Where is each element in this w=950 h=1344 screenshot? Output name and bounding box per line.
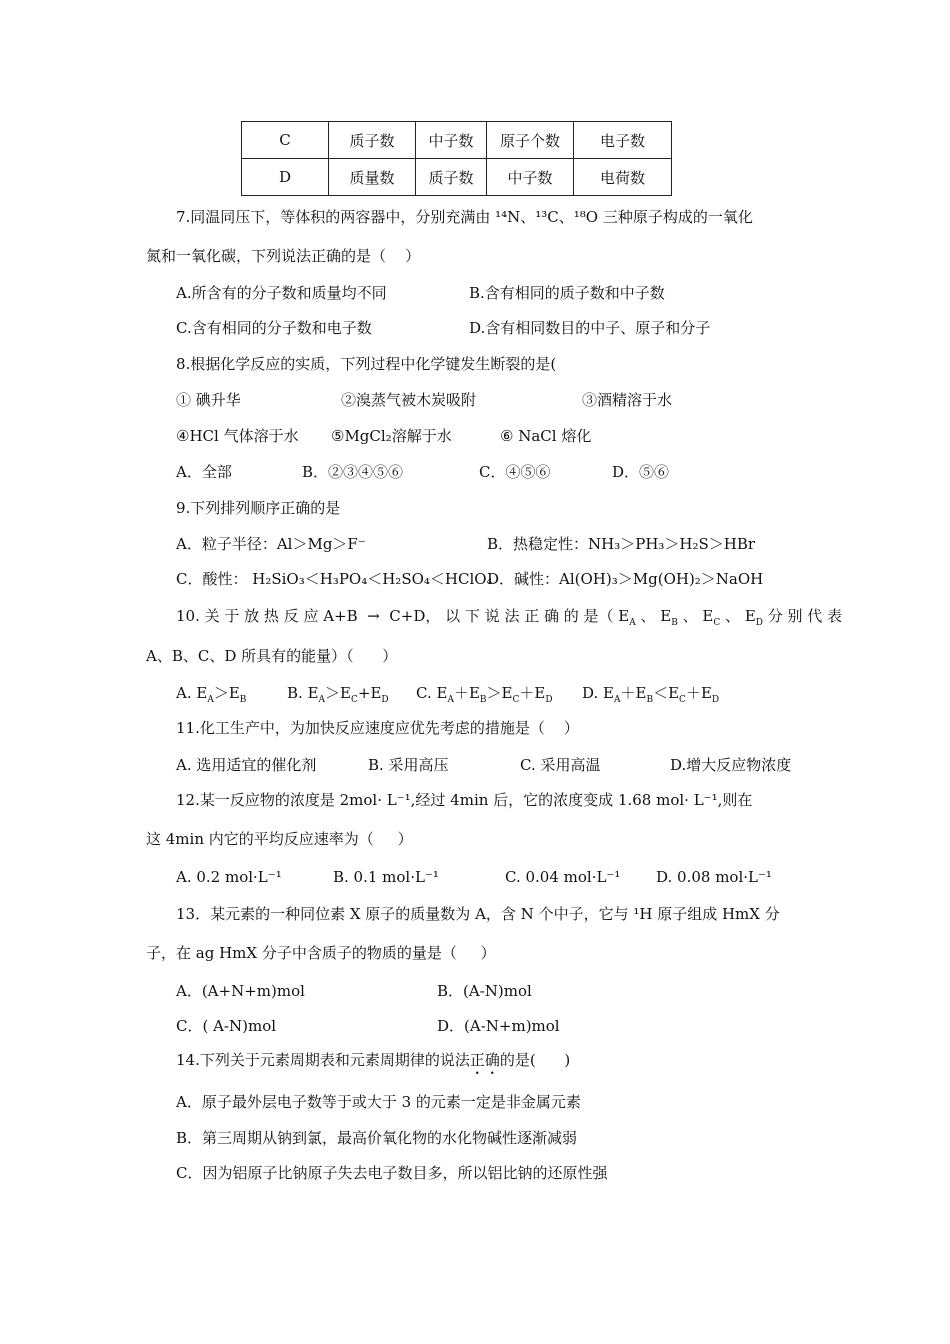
q12-option-a: A. 0.2 mol·L⁻¹ (176, 868, 282, 886)
q14-option-b: B．第三周期从钠到氯，最高价氧化物的水化物碱性逐渐减弱 (176, 1129, 578, 1147)
q8-option-d: D．⑤⑥ (612, 463, 670, 481)
table-row (242, 159, 672, 196)
q14-stem (176, 1050, 570, 1078)
table-cell: 中子数 (487, 159, 574, 196)
q11-option-d: D.增大反应物浓度 (670, 756, 792, 774)
q8-item-5: ⑤MgCl₂溶解于水 (331, 427, 452, 445)
q11-option-c: C. 采用高温 (520, 756, 601, 774)
q13-option-d: D．(A-N+m)mol (437, 1017, 560, 1035)
q13-option-a: A．(A+N+m)mol (176, 982, 305, 1000)
q11-stem: 11.化工生产中，为加快反应速度应优先考虑的措施是（ ） (176, 719, 579, 737)
q10-option-d: D. $E_A+E_B<E_C+E_D$ (582, 684, 720, 705)
q12-stem-line2: 这 4min 内它的平均反应速率为（ ） (146, 830, 413, 848)
table-cell: 质子数 (416, 159, 487, 196)
table-cell: C (242, 122, 329, 159)
q8-option-a: A．全部 (176, 463, 232, 481)
q7-stem-line1: 7.同温同压下，等体积的两容器中，分别充满由 ¹⁴N、¹³C、¹⁸O 三种原子构成的一氧化 (176, 208, 753, 226)
q8-option-b: B．②③④⑤⑥ (302, 463, 404, 481)
q12-stem-line1: 12.某一反应物的浓度是 2mol· L⁻¹,经过 4min 后，它的浓度变成 1.68 mol· L⁻¹,则在 (176, 791, 753, 809)
table-cell: 质子数 (329, 122, 416, 159)
q13-option-b: B．(A-N)mol (437, 982, 532, 1000)
q8-item-4: ④HCl 气体溶于水 (176, 427, 299, 445)
q14-stem-post: 的是( ) (499, 1051, 571, 1069)
q7-option-a: A.所含有的分子数和质量均不同 (176, 284, 387, 302)
q10-stem-line2: A、B、C、D 所具有的能量）（ ） (146, 647, 398, 665)
q8-item-2: ②溴蒸气被木炭吸附 (341, 391, 477, 409)
table-cell: D (242, 159, 329, 196)
table-cell: 电荷数 (574, 159, 672, 196)
q10-stem-line1: 10. 关 于 放 热 反 应 A+B → C+D， 以 下 说 法 正 确 的 是（ $E_A$ 、 $E_B$ 、 $E_C$ 、 $E_D$ 分 别 代 表 (176, 607, 843, 628)
q7-option-c: C.含有相同的分子数和电子数 (176, 319, 372, 337)
q13-stem-line2: 子，在 ag HmX 分子中含质子的物质的量是（ ） (146, 944, 496, 962)
q14-stem-pre: 14.下列关于元素周期表和元素周期律的说法 (176, 1051, 470, 1069)
q10-option-b: B. $E_A>E_C+E_D$ (287, 684, 389, 705)
q13-stem-line1: 13．某元素的一种同位素 X 原子的质量数为 A，含 N 个中子，它与 ¹H 原子组成 HmX 分 (176, 905, 780, 923)
table-cell: 原子个数 (487, 122, 574, 159)
q14-stem-emphasis: 正确 (469, 1051, 500, 1069)
table-cell: 质量数 (329, 159, 416, 196)
q9-option-a: A．粒子半径：Al＞Mg＞F⁻ (176, 535, 366, 553)
q8-option-c: C．④⑤⑥ (479, 463, 551, 481)
q14-option-c: C．因为铝原子比钠原子失去电子数目多，所以铝比钠的还原性强 (176, 1164, 608, 1182)
q13-option-c: C．( A-N)mol (176, 1017, 277, 1035)
table-cell: 电子数 (574, 122, 672, 159)
q9-option-c: C．酸性： H₂SiO₃＜H₃PO₄＜H₂SO₄＜HClO₄ (176, 570, 493, 588)
q7-stem-line2: 氮和一氧化碳，下列说法正确的是（ ） (146, 247, 421, 265)
q12-option-b: B. 0.1 mol·L⁻¹ (333, 868, 439, 886)
q8-item-1: ① 碘升华 (176, 391, 241, 409)
q9-option-d: D．碱性：Al(OH)₃＞Mg(OH)₂＞NaOH (487, 570, 764, 588)
q11-option-b: B. 采用高压 (368, 756, 449, 774)
q7-option-d: D.含有相同数目的中子、原子和分子 (469, 319, 711, 337)
q11-option-a: A. 选用适宜的催化剂 (176, 756, 317, 774)
q14-option-a: A．原子最外层电子数等于或大于 3 的元素一定是非金属元素 (176, 1093, 581, 1111)
q12-option-c: C. 0.04 mol·L⁻¹ (505, 868, 621, 886)
q8-item-6: ⑥ NaCl 熔化 (500, 427, 592, 445)
q7-option-b: B.含有相同的质子数和中子数 (469, 284, 665, 302)
q10-option-a: A. $E_A>E_B$ (176, 684, 247, 705)
q9-option-b: B．热稳定性：NH₃＞PH₃＞H₂S＞HBr (487, 535, 756, 553)
q10-option-c: C. $E_A+E_B>E_C+E_D$ (416, 684, 553, 705)
q9-stem: 9.下列排列顺序正确的是 (176, 499, 341, 517)
q8-stem: 8.根据化学反应的实质，下列过程中化学键发生断裂的是( (176, 355, 557, 373)
answer-options-table (241, 121, 672, 196)
q12-option-d: D. 0.08 mol·L⁻¹ (656, 868, 772, 886)
table-cell: 中子数 (416, 122, 487, 159)
q8-item-3: ③酒精溶于水 (582, 391, 673, 409)
table-row (242, 122, 672, 159)
